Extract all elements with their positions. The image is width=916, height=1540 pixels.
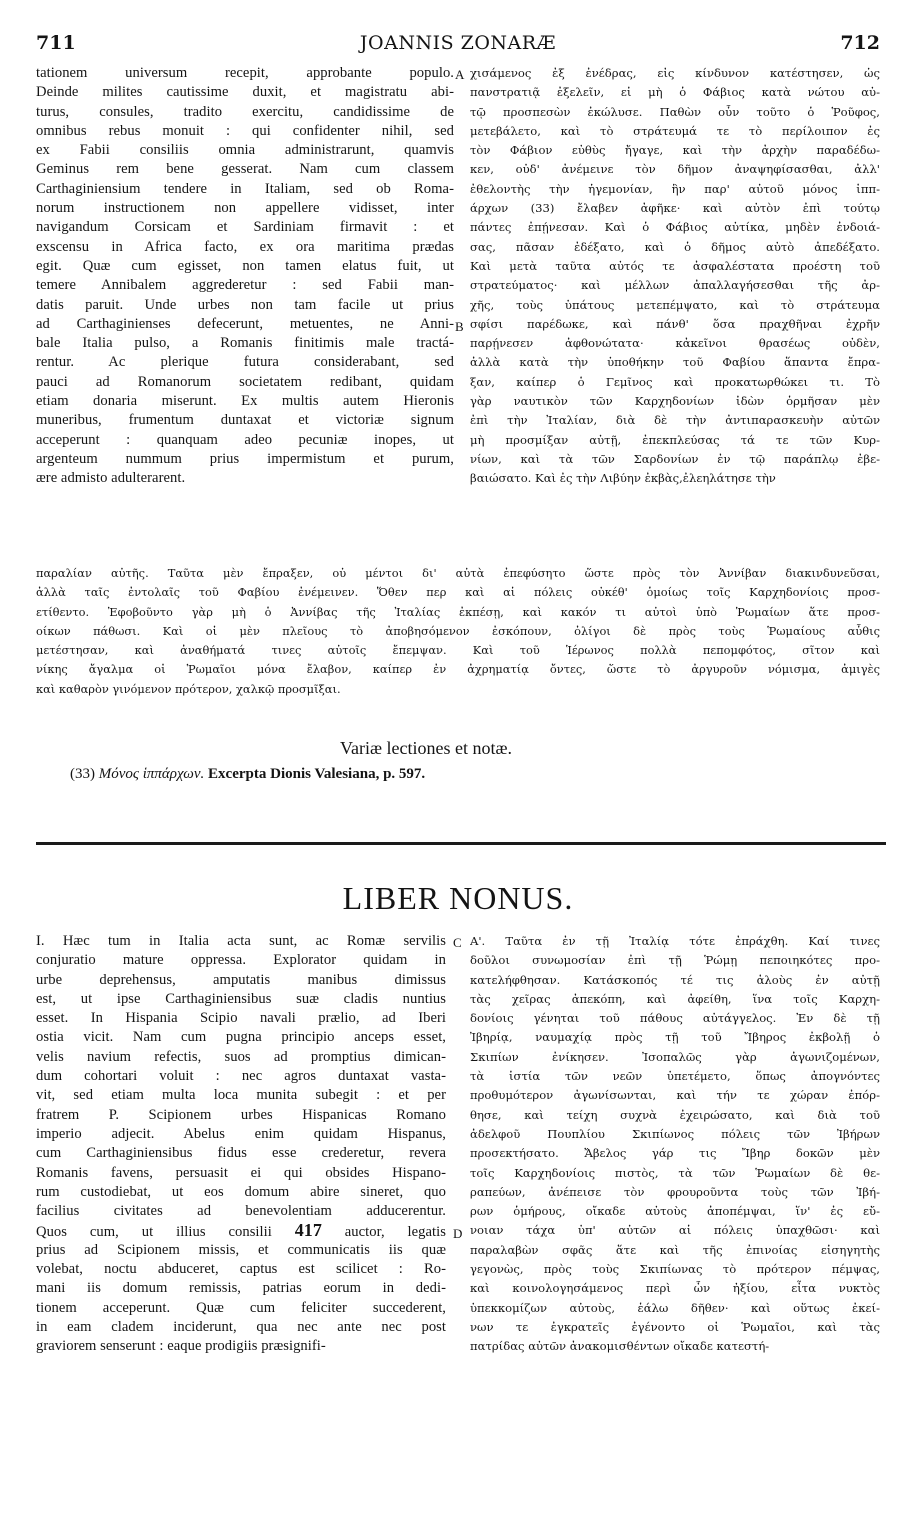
greek-line: ἀλλὰ κατὰ τὴν ὑποθήκην τοῦ Φαβίου ἅπαντα ἔπρα- — [470, 355, 880, 370]
greek-line: ετίθεντο. Ἐφοβοῦντο γὰρ μὴ ὁ Ἀννίβας τῆς Ἰταλίας ἐκπέσῃ, καὶ κακόν τι αὐτοὶ ὑπὸ Ῥωμαίων ἅτε προσ- — [36, 604, 880, 619]
latin-line: tationem universum recepit, approbante populo. — [36, 65, 454, 81]
greek-line: οίκων πάθωσι. Καὶ οἱ μὲν πλεῖους τὸ ἀποβησόμενον ἐσκόπουν, ὀλίγοι δὲ πρὸς τοὺς Ῥωμαίους αὖθις — [36, 623, 880, 638]
greek-line: πατρίδας αὐτῶν ἀνακομισθέντων οἴκαδε κατεστή- — [470, 1339, 770, 1354]
latin-line: ostia vicit. Nam cum pugna principio anceps esset, — [36, 1029, 446, 1046]
latin-line: ad Carthaginienses defecerunt, metuentes, ne Anni- — [36, 315, 454, 332]
latin-line: rentur. Ac plerique futura considerabant, sed — [36, 354, 454, 371]
greek-line: χισάμενος ἐξ ἐνέδρας, εἰς κίνδυνον κατέστησεν, ὡς — [470, 66, 880, 80]
greek-line: μετεβάλετο, καὶ τὸ στράτευμά τε τὸ περίλοιπον ἐς — [470, 123, 880, 138]
greek-line: παραλαβὼν σφᾶς ἅτε καὶ τῆς ἐπινοίας εἰσηγητὴς — [470, 1242, 880, 1257]
greek-column-bottom — [470, 932, 880, 1357]
greek-column-top — [470, 64, 880, 489]
latin-line: Carthaginiensium tendere in Italiam, sed ob Roma- — [36, 180, 454, 197]
latin-line: I. Hæc tum in Italia acta sunt, ac Romæ servilis — [36, 933, 446, 949]
latin-line: urbe deprehensus, amputatis manibus dimissus — [36, 971, 446, 988]
greek-line: θησε, καὶ τείχη συχνὰ ἐχειρώσατο, καὶ διὰ τοῦ — [470, 1107, 880, 1122]
greek-line: τὰ ἱστία τῶν νεῶν ὑπετέμετο, ὅπως ἀπογνόντες — [470, 1069, 880, 1084]
latin-line: Deinde milites cautissime duxit, et magistratu abi- — [36, 84, 454, 101]
greek-line: τοῖς Καρχηδονίοις πιστὸς, τὰ τῶν Ῥωμαίων δὲ θε- — [470, 1165, 880, 1180]
latin-line-text: auctor, legatis — [344, 1224, 446, 1241]
greek-line: ὑπεκκομίζων αὐτοὺς, ἑάλω δῆθεν· καὶ οὕτως ἐκεί- — [470, 1300, 880, 1315]
greek-line: προσεκτήσατο. Ἄβελος γάρ τις Ἴβηρ δοκῶν μὲν — [470, 1146, 880, 1161]
greek-line: δονίοις γένηται τοῦ πάθους αὐτάγγελος. Ἐν δὲ τῇ — [470, 1011, 880, 1026]
latin-line: velis navium refectis, suos ad promptius dimican- — [36, 1048, 446, 1065]
greek-line: γεγονὼς, πρὸς τοὺς Σκιπίωνας τὸ πρότερον πέμψας, — [470, 1262, 880, 1277]
latin-line: volebat, noctu abduceret, captus est scilicet : Ro- — [36, 1261, 446, 1278]
greek-line: ρων ὁμήρους, οἴκαδε αὐτοὺς ἀποπέμψαι, ἵν' ἐς εὔ- — [470, 1204, 880, 1219]
left-page-number: 711 — [36, 32, 76, 54]
latin-column-bottom — [36, 932, 446, 1357]
greek-line: καὶ κοινολογησάμενος περὶ ὧν ἠξίου, εἶτα νυκτὸς — [470, 1281, 880, 1296]
margin-marker-a: A — [455, 67, 465, 82]
latin-line: conjuratio mature oppressa. Explorator quidam in — [36, 952, 446, 969]
latin-line: esset. In Hispania Scipio navali prælio, ad Iberi — [36, 1010, 446, 1027]
latin-line: datis paruit. Unde urbes non tam facile ut prius — [36, 296, 454, 313]
latin-line: turus, consules, tradito exercitu, candidissime de — [36, 103, 454, 120]
greek-line: πανστρατιᾷ ἐξελεῖν, εἰ μὴ ὁ Φάβιος κατὰ νώτου αὐ- — [470, 85, 880, 100]
greek-line: ἐπὶ τὴν Ἰταλίαν, διὰ δὲ τὴν ἀντιπαρασκευὴν αὐτῶν — [470, 413, 880, 428]
latin-line: acceperunt : quanquam adeo pecuniæ inopes, ut — [36, 431, 454, 448]
latin-line: dum cohortari voluit : nec agros duntaxat vasta- — [36, 1068, 446, 1085]
greek-line: σφίσι παρέδωκε, καὶ πάνθ' ὅσα πραχθῆναι ἐχρῆν — [470, 316, 880, 331]
greek-line: μὴ προσμίξαν αὐτῇ, ἐπεκπλεύσας τά τε τῶν Κυρ- — [470, 432, 880, 447]
greek-line: ἀδελφοῦ Πουπλίου Σκιπίωνος πόλεις τῶν Ἰβήρων — [470, 1126, 880, 1141]
greek-line: βαιώσατο. Καὶ ἐς τὴν Λιβύην ἐκβὰς,ἐλεηλάτησε τὴν — [470, 471, 776, 486]
latin-line-with-page-ref — [36, 1221, 446, 1240]
section-divider — [36, 842, 886, 845]
greek-line: κεν, οὐδ' ἀνέμεινε τὸν δῆμον ἀναψηφίσασθαι, ἀλλ' — [470, 162, 880, 177]
greek-line: τὸν Φάβιον εὐθὺς ἤγαγε, καὶ τὴν ἀρχὴν παραδέδω- — [470, 143, 880, 158]
latin-line: pauci ad Romanorum societatem redibant, quidam — [36, 373, 454, 390]
greek-line: χῆς, τοὺς ὑπάτους μετεπέμψατο, καὶ τὸ στράτευμα — [470, 297, 880, 312]
greek-line: ἀλλὰ ταῖς ἐντολαῖς τοῦ Φαβίου ἐνέμεινεν. Ὅθεν περ καὶ αἱ πόλεις οὐκέθ' ὁμοίως τοῖς Καρχηδονίοις προσ- — [36, 585, 880, 600]
latin-line: imperio adjecit. Abelus enim quidam Hispanus, — [36, 1125, 446, 1142]
margin-marker-d: D — [453, 1226, 463, 1241]
greek-line: μετέστησαν, καὶ ἀναθήματά τινες αὐτοῖς ἔπεμψαν. Καὶ τοῦ Ἱέρωνος πολλὰ πεπομφότος, σῖτον καὶ — [36, 643, 880, 658]
latin-line: facilius civitates ad benevolentiam adducerentur. — [36, 1203, 446, 1220]
latin-line: egit. Quæ cum egisset, non tamen elatus fuit, ut — [36, 257, 454, 274]
greek-line: τὰς χεῖρας ἀπεκόπη, καὶ ἀφείθη, ἵνα τοῖς Καρχη- — [470, 991, 880, 1006]
greek-line: άρχων (33) ἔλαβεν ἀφῆκε· καὶ αὐτὸν ἐπὶ τούτῳ — [470, 201, 880, 216]
greek-line: νίκης ἄγαλμα οἱ Ῥωμαῖοι μόνα ἔλαβον, καίπερ ἐν ἀχρηματίᾳ ὄντες, ὥστε τὸ ἀργυροῦν νόμισμα, ἀμιγὲς — [36, 662, 880, 677]
note-text: Excerpta Dionis Valesiana, p. 597. — [208, 766, 426, 782]
right-page-number: 712 — [840, 32, 880, 54]
latin-line: graviorem senserunt : eaque prodigiis præsignifi- — [36, 1338, 326, 1355]
note-33 — [70, 766, 425, 783]
latin-line: ære admisto adulterarent. — [36, 470, 186, 487]
latin-line: in eam cladem inciderunt, qua nec ante nec post — [36, 1318, 446, 1335]
latin-line: vit, sed etiam multa loca munita subegit : et per — [36, 1087, 446, 1104]
latin-line: fratrem P. Scipionem urbes Hispanicas Romano — [36, 1106, 446, 1123]
greek-line: ἐθελοντὴς τὴν ἡγεμονίαν, ἣν παρ' αὐτοῦ μόνος ἱππ- — [470, 181, 880, 196]
greek-line: Ἰβηρίᾳ, ναυμαχίᾳ πρὸς τῇ τοῦ Ἴβηρος ἐκβολῇ ὁ — [470, 1030, 880, 1045]
latin-line: rum custodiebat, ut eos domum abire sineret, quo — [36, 1183, 446, 1200]
running-title: JOANNIS ZONARÆ — [359, 32, 557, 54]
greek-line: τῷ προσπεσὼν ἐκώλυσε. Παθὼν οὖν τοῦτο ὁ Ῥοῦφος, — [470, 104, 880, 119]
latin-line: etiam donaria miserunt. Ex multis autem Hieronis — [36, 393, 454, 410]
latin-line: Geminus rem bene gesserat. Nam cum classem — [36, 161, 454, 178]
greek-line: κατελήφθησαν. Κατάσκοπός τέ τις ἁλοὺς ἐν αὐτῇ — [470, 972, 880, 987]
greek-line: προθυμότερον ἀγωνίσωνται, καὶ τήν τε χώραν ἐπόρ- — [470, 1088, 880, 1103]
chapter-title: LIBER NONUS. — [342, 880, 574, 916]
greek-full-width-paragraph — [36, 564, 880, 699]
margin-marker-c: C — [453, 935, 462, 950]
latin-line: est, ut ipse Carthaginiensibus suæ cladis nuntius — [36, 990, 446, 1007]
latin-line: prius ad Scipionem missis, et communicatis iis quæ — [36, 1241, 446, 1258]
inline-page-number: 417 — [294, 1221, 322, 1241]
latin-line: muneribus, frumentum duntaxat et victoriæ signum — [36, 412, 454, 429]
greek-line: ξαν, καίπερ ὁ Γεμῖνος καὶ προκατωρθώκει τι. Τὸ — [470, 374, 880, 389]
latin-line: norum instructionem non appellere vidisset, inter — [36, 200, 454, 217]
notes-heading: Variæ lectiones et notæ. — [340, 738, 512, 758]
margin-marker-b: B — [455, 319, 464, 334]
latin-column-top — [36, 64, 454, 489]
latin-line: argenteum nummum prius impermistum et purum, — [36, 450, 454, 467]
latin-line: omnibus rebus monuit : qui confidenter nihil, sed — [36, 122, 454, 139]
greek-line: καὶ καθαρὸν γινόμενον πρότερον, χαλκῷ προσμῖξαι. — [36, 681, 341, 696]
latin-line: tionem acceperunt. Quæ cum feliciter succederent, — [36, 1299, 446, 1316]
greek-line: σας, πᾶσαν ἐδέξατο, καὶ ὁ δῆμος αὐτὸ ἀπεδέξατο. — [470, 239, 880, 254]
greek-line: γὰρ ναυτικὸν τῶν Καρχηδονίων ἰδὼν ὁρμῆσαν μὲν — [470, 394, 880, 409]
latin-line: exscensu in Africa facto, ex ora maritima prædas — [36, 238, 454, 255]
latin-line: temere Annibalem aggrederetur : sed Fabii man- — [36, 277, 454, 294]
note-number: (33) — [70, 766, 95, 782]
latin-line-text: Quos cum, ut illius consilii — [36, 1224, 272, 1241]
greek-line: παρῄνεσεν ἀφθονώτατα· κἀκεῖνοι θρασέως οὐδὲν, — [470, 336, 880, 351]
greek-line: παραλίαν αὐτῆς. Ταῦτα μὲν ἔπραξεν, οὐ μέντοι δι' αὐτὰ ἐπεφύσητο ὥστε πρὸς τὸν Ἀννίβαν διακινδυνεῦσαι, — [36, 566, 880, 580]
latin-line: ex Fabii consiliis omnia administrarunt, quamvis — [36, 142, 454, 159]
running-header — [36, 32, 880, 58]
latin-line: navigandum Corsicam et Sardiniam firmavit : et — [36, 219, 454, 236]
greek-line: νοιαν τάχα ὑπ' αὐτῶν αἱ πόλεις ὑπαχθῶσι· καὶ — [470, 1223, 880, 1238]
latin-line: mani iis domum remissis, patrias eorum in dedi- — [36, 1280, 446, 1297]
note-greek: Μόνος ἱππάρχων. — [98, 766, 205, 782]
greek-line: Α'. Ταῦτα ἐν τῇ Ἰταλίᾳ τότε ἐπράχθη. Καί τινες — [470, 934, 880, 948]
greek-line: στρατεύματος· καὶ μέλλων ἀπαλλαγήσεσθαι τῆς ἀρ- — [470, 278, 880, 293]
latin-line: Romanis favens, persuasit ei qui obsides Hispano- — [36, 1164, 446, 1181]
greek-line: δοῦλοι συνωμοσίαν ἐπὶ τῇ Ῥώμῃ πεποιηκότες προ- — [470, 953, 880, 968]
greek-line: ραπεύων, ἀνέπεισε τὸν φρουροῦντα τοὺς τῶν Ἰβή- — [470, 1184, 880, 1199]
latin-line: bale Italia pulso, a Romanis finitimis male tractá- — [36, 335, 454, 352]
latin-line: cum Carthaginiensibus fidus esse crederetur, revera — [36, 1145, 446, 1162]
greek-line: νίων, καὶ τὰ τῶν Σαρδονίων ἐν τῷ παράπλῳ ἐβε- — [470, 451, 880, 466]
greek-line: νων τε ἐγκρατεῖς ἐγένοντο οἱ Ῥωμαῖοι, καὶ τὰς — [470, 1319, 880, 1334]
greek-line: πάντες ἐπῄνεσαν. Καὶ ὁ Φάβιος αὐτίκα, μηδὲν ἐνδοιά- — [470, 220, 880, 235]
greek-line: Σκιπίων ἐνίκησεν. Ἰσοπαλῶς γὰρ ἀγωνιζομένων, — [470, 1049, 880, 1064]
greek-line: Καὶ μετὰ ταῦτα αὐτός τε ἀσφαλέστατα προέστη τοῦ — [470, 258, 880, 273]
